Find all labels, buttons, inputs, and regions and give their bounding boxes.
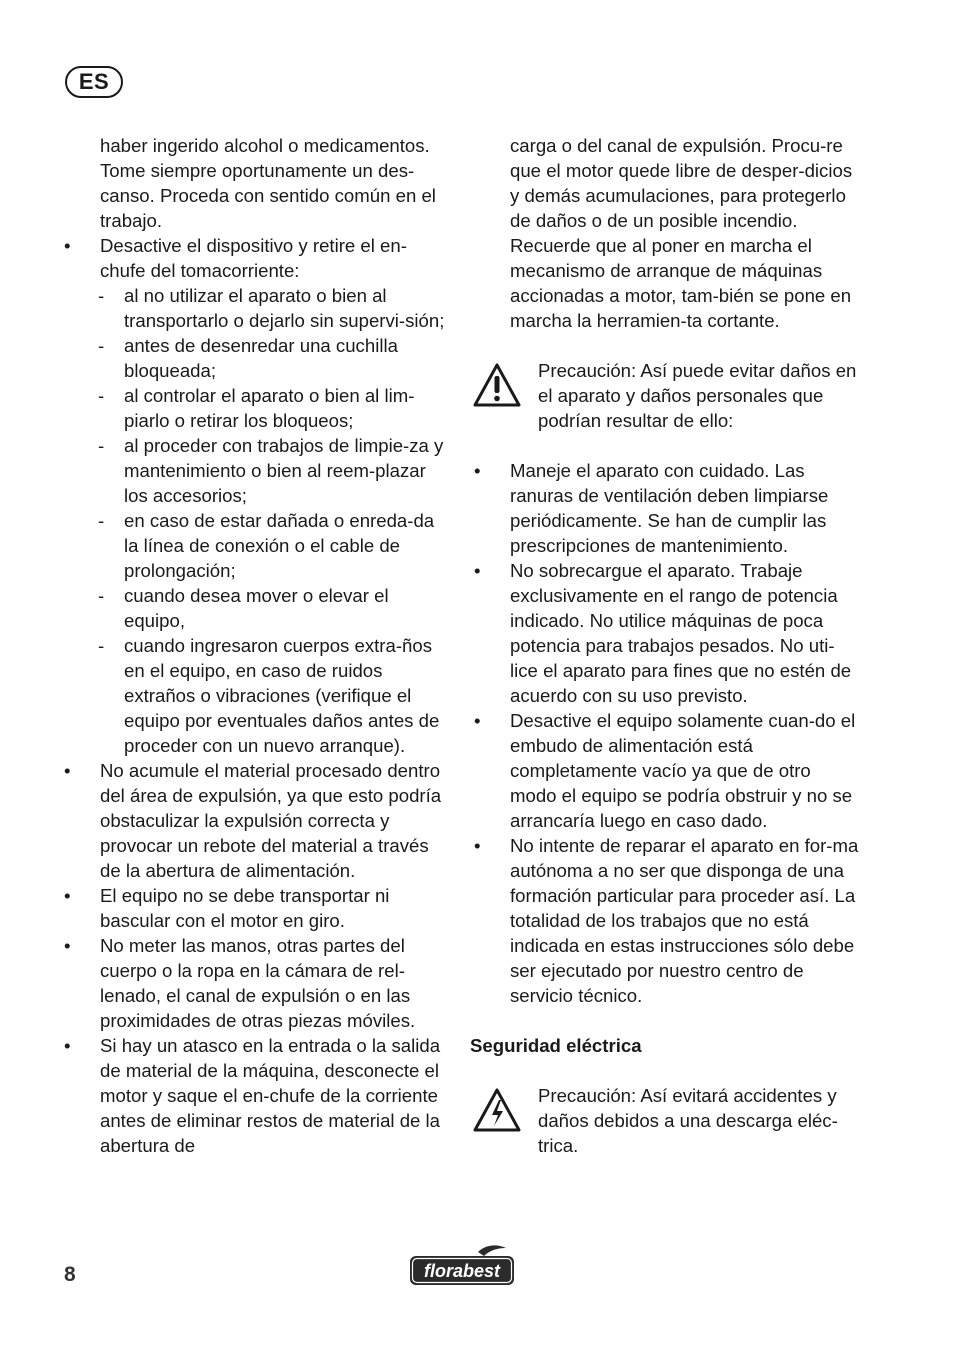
dash-item [60,633,452,758]
bullet-mark: • [64,935,71,956]
dash-mark: - [98,510,105,531]
bullet-text: Maneje el aparato con cuidado. Las ranuras de ventilación deben limpiarse periódicamente. Se han de cumplir las prescripciones de mantenimiento. [510,460,829,556]
spacer [470,1058,862,1083]
bullet-mark: • [474,710,481,731]
dash-mark: - [98,435,105,456]
bullet-mark: • [64,235,71,256]
bullet-mark: • [474,460,481,481]
bullet-text: No meter las manos, otras partes del cuerpo o la ropa en la cámara de rel-lenado, el canal de expulsión o en las proximidades de otras piezas móviles. [100,935,416,1031]
bullet-mark: • [64,1035,71,1056]
caution-text: Precaución: Así puede evitar daños en el aparato y daños personales que podrían resultar de ello: [538,360,857,431]
bullet-mark: • [474,560,481,581]
dash-item [60,283,452,333]
bullet-mark: • [474,835,481,856]
electric-hazard-icon [472,1087,522,1133]
caution-electrical [470,1083,862,1158]
dash-mark: - [98,335,105,356]
bullet-item [470,708,862,833]
dash-text: al proceder con trabajos de limpie-za y mantenimiento o bien al reem-plazar los accesorios; [124,435,444,506]
dash-mark: - [98,285,105,306]
dash-mark: - [98,635,105,656]
bullet-text: Si hay un atasco en la entrada o la salida de material de la máquina, desconecte el motor y saque el en-chufe de la corriente antes de eliminar restos de material de la abertura de [100,1035,441,1156]
left-column [60,133,452,1158]
bullet-item [470,558,862,708]
dash-text: cuando ingresaron cuerpos extra-ños en el equipo, en caso de ruidos extraños o vibraciones (verifique el equipo por eventuales daños antes de proceder con un nuevo arranque). [124,635,440,756]
bullet-mark: • [64,885,71,906]
continuation-paragraph: carga o del canal de expulsión. Procu-re que el motor quede libre de desper-dicios y demás acumulaciones, para protegerlo de daños o de un posible incendio. Recuerde que al poner en marcha el mecanismo de arranque de máquinas accionadas a motor, tam-bién se pone en marcha la herramien-ta cortante. [510,135,853,331]
bullet-item [60,758,452,883]
dash-item [60,583,452,633]
caution-general [470,358,862,433]
bullet-text: El equipo no se debe transportar ni bascular con el motor en giro. [100,885,390,931]
bullet-mark: • [64,760,71,781]
language-badge: ES [65,66,123,98]
dash-text: al no utilizar el aparato o bien al transportarlo o dejarlo sin supervi-sión; [124,285,445,331]
page-number: 8 [64,1263,76,1286]
bullet-text: Desactive el dispositivo y retire el en-chufe del tomacorriente: [100,235,407,281]
dash-item [60,333,452,383]
bullet-text: No intente de reparar el aparato en for-ma autónoma a no ser que disponga de una formación particular para proceder así. La totalidad de los trabajos que no está indicada en estas instrucciones sólo debe ser ejecutado por nuestro centro de servicio técnico. [510,835,859,1006]
intro-paragraph: haber ingerido alcohol o medicamentos. Tome siempre oportunamente un des-canso. Proceda con sentido común en el trabajo. [100,135,436,231]
right-column [470,133,862,1158]
logo-text: florabest [423,1261,501,1281]
spacer [470,1008,862,1033]
spacer [470,333,862,358]
bullet-item [60,1033,452,1158]
dash-item [60,383,452,433]
bullet-item [60,933,452,1033]
dash-mark: - [98,585,105,606]
bullet-disconnect [60,233,452,283]
bullet-text: Desactive el equipo solamente cuan-do el embudo de alimentación está completamente vacío ya que de otro modo el equipo se podría obstruir y no se arrancaría luego en caso dado. [510,710,856,831]
warning-triangle-icon [472,362,522,408]
bullet-text: No acumule el material procesado dentro del área de expulsión, ya que esto podría obstaculizar la expulsión correcta y provocar un rebote del material a través de la abertura de alimentación. [100,760,442,881]
bullet-text: No sobrecargue el aparato. Trabaje exclusivamente en el rango de potencia indicado. No utilice máquinas de poca potencia para trabajos pesados. No uti-lice el aparato para fines que no estén de acuerdo con su uso previsto. [510,560,852,706]
caution-text: Precaución: Así evitará accidentes y daños debidos a una descarga eléc-trica. [538,1085,838,1156]
bullet-item [470,458,862,558]
bullet-item [470,833,862,1008]
dash-mark: - [98,385,105,406]
spacer [470,433,862,458]
bullet-item [60,883,452,933]
florabest-logo [408,1244,516,1288]
dash-text: antes de desenredar una cuchilla bloqueada; [124,335,398,381]
dash-item [60,508,452,583]
dash-text: en caso de estar dañada o enreda-da la línea de conexión o el cable de prolongación; [124,510,435,581]
dash-item [60,433,452,508]
section-heading: Seguridad eléctrica [470,1035,642,1056]
dash-text: cuando desea mover o elevar el equipo, [124,585,389,631]
dash-text: al controlar el aparato o bien al lim-piarlo o retirar los bloqueos; [124,385,415,431]
